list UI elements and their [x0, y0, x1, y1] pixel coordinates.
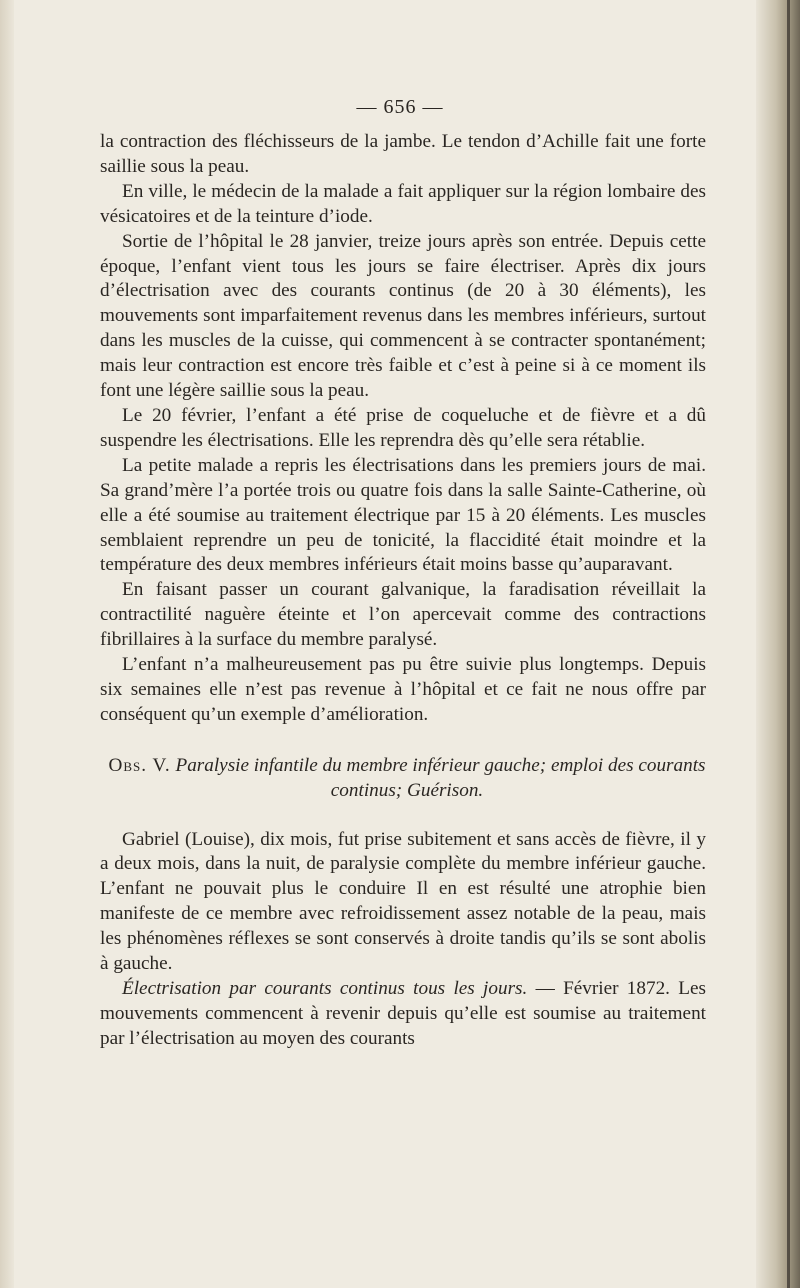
paragraph: La petite malade a repris les électrisations dans les premiers jours de mai. Sa grand’mère l’a portée trois ou quatre fois dans la salle Sainte-Catherine, où elle a été soumise au traitement électrique par 15 à 20 éléments. Les muscles semblaient reprendre un peu de tonicité, la flaccidité était moindre et la température des deux membres inférieurs était moins basse qu’auparavant. [100, 454, 706, 576]
paragraph: la contraction des fléchisseurs de la jambe. Le tendon d’Achille fait une forte saillie sous la peau. [100, 131, 706, 177]
observation-title: Paralysie infantile du membre inférieur gauche; emploi des courants continus; Guérison. [175, 754, 706, 801]
page-binding-shadow [787, 0, 790, 1288]
observation-label: Obs. V. [108, 754, 171, 776]
paragraph: Gabriel (Louise), dix mois, fut prise subitement et sans accès de fièvre, il y a deux mois, dans la nuit, de paralysie complète du membre inférieur gauche. L’enfant ne pouvait plus le conduire Il en est résulté une atrophie bien manifeste de ce membre avec refroidissement assez notable de la peau, mais les phénomènes réflexes se sont conservés à droite tandis qu’ils se sont abolis à gauche. [100, 828, 706, 975]
paragraph: En ville, le médecin de la malade a fait appliquer sur la région lombaire des vésicatoires et de la teinture d’iode. [100, 180, 706, 227]
page-left-edge [0, 0, 14, 1288]
paragraph [100, 977, 706, 1052]
paragraph: En faisant passer un courant galvanique, la faradisation réveillait la contractilité naguère éteinte et l’on apercevait comme des contractions fibrillaires à la surface du membre paralysé. [100, 579, 706, 651]
paragraph-rest: — Février 1872. Les mouvements commencent à revenir depuis qu’elle est soumise au traitement par l’électrisation au moyen des courants [100, 978, 706, 1049]
page-right-edge [756, 0, 800, 1288]
page-body [100, 130, 706, 1052]
paragraph: Le 20 février, l’enfant a été prise de coqueluche et de fièvre et a dû suspendre les électrisations. Elle les reprendra dès qu’elle sera rétablie. [100, 404, 706, 451]
italic-lead: Électrisation par courants continus tous les jours. [122, 978, 528, 999]
paragraph: L’enfant n’a malheureusement pas pu être suivie plus longtemps. Depuis six semaines elle n’est pas revenue à l’hôpital et ce fait ne nous offre par conséquent qu’un exemple d’amélioration. [100, 654, 706, 725]
observation-heading [100, 754, 706, 804]
paragraph: Sortie de l’hôpital le 28 janvier, treize jours après son entrée. Depuis cette époque, l’enfant vient tous les jours se faire électriser. Après dix jours d’électrisation avec des courants continus (de 20 à 30 éléments), les mouvements sont imparfaitement revenus dans les membres inférieurs, surtout dans les muscles de la cuisse, qui commencent à se contracter spontanément; mais leur contraction est encore très faible et c’est à peine si à ce moment ils font une légère saillie sous la peau. [100, 230, 706, 402]
page-number: — 656 — [356, 96, 444, 118]
